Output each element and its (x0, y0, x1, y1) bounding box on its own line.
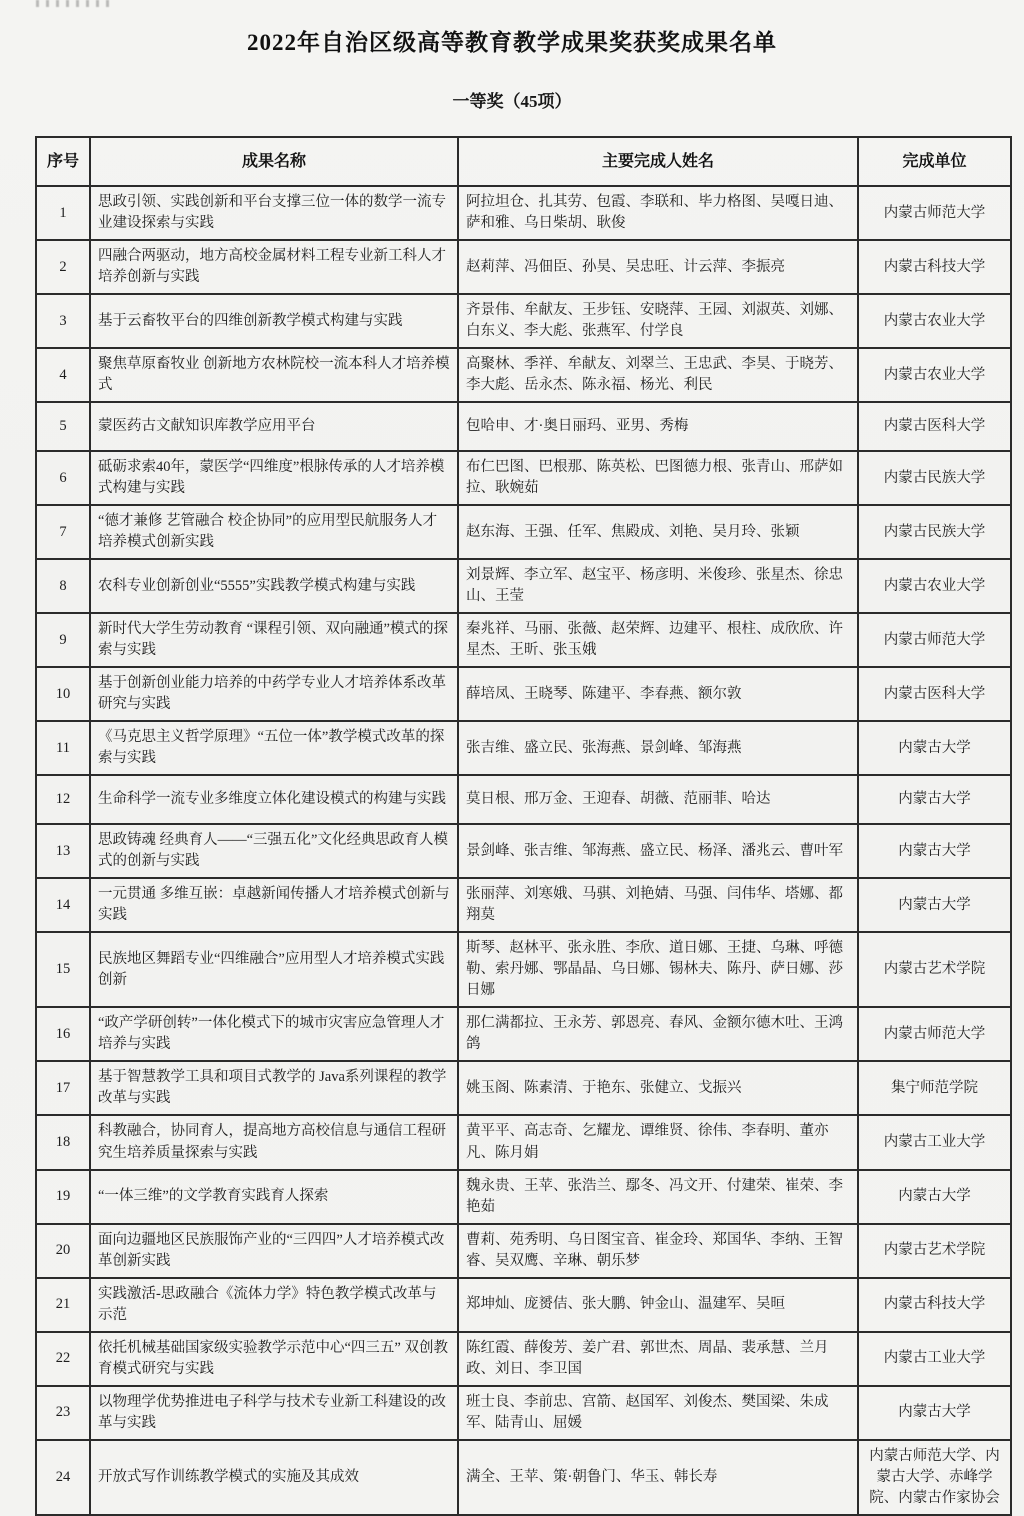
cell-completing-institution: 内蒙古农业大学 (858, 348, 1011, 402)
cell-achievement-name: 思政引领、实践创新和平台支撑三位一体的数学一流专业建设探索与实践 (90, 186, 458, 240)
cell-serial-number: 15 (36, 932, 90, 1007)
cell-achievement-name: 科教融合，协同育人，提高地方高校信息与通信工程研究生培养质量探索与实践 (90, 1115, 458, 1169)
cell-serial-number: 14 (36, 878, 90, 932)
cell-completing-institution: 内蒙古艺术学院 (858, 1224, 1011, 1278)
table-row (36, 932, 1011, 1007)
cell-completing-institution: 集宁师范学院 (858, 1061, 1011, 1115)
cell-main-contributors: 张丽萍、刘寒娥、马骐、刘艳婧、马强、闫伟华、塔娜、都翔莫 (458, 878, 858, 932)
cell-serial-number: 19 (36, 1170, 90, 1224)
cell-achievement-name: 民族地区舞蹈专业“四维融合”应用型人才培养模式实践创新 (90, 932, 458, 1007)
table-row (36, 1115, 1011, 1169)
cell-serial-number: 12 (36, 775, 90, 824)
table-row (36, 1332, 1011, 1386)
cell-achievement-name: 一元贯通 多维互嵌：卓越新闻传播人才培养模式创新与实践 (90, 878, 458, 932)
cell-achievement-name: 聚焦草原畜牧业 创新地方农林院校一流本科人才培养模式 (90, 348, 458, 402)
cell-achievement-name: 《马克思主义哲学原理》“五位一体”教学模式改革的探索与实践 (90, 721, 458, 775)
cell-serial-number: 22 (36, 1332, 90, 1386)
cell-achievement-name: 以物理学优势推进电子科学与技术专业新工科建设的改革与实践 (90, 1386, 458, 1440)
cell-serial-number: 9 (36, 613, 90, 667)
table-row (36, 559, 1011, 613)
cell-serial-number: 23 (36, 1386, 90, 1440)
cell-serial-number: 2 (36, 240, 90, 294)
cell-serial-number: 1 (36, 186, 90, 240)
scan-corner-artifact (36, 0, 116, 7)
header-completing-institution: 完成单位 (858, 137, 1011, 186)
cell-serial-number: 6 (36, 451, 90, 505)
prize-level-subtitle: 一等奖（45项） (452, 92, 572, 111)
cell-achievement-name: 思政铸魂 经典育人——“三强五化”文化经典思政育人模式的创新与实践 (90, 824, 458, 878)
cell-achievement-name: 面向边疆地区民族服饰产业的“三四四”人才培养模式改革创新实践 (90, 1224, 458, 1278)
cell-completing-institution: 内蒙古工业大学 (858, 1332, 1011, 1386)
cell-completing-institution: 内蒙古大学 (858, 775, 1011, 824)
cell-completing-institution: 内蒙古大学 (858, 824, 1011, 878)
cell-completing-institution: 内蒙古民族大学 (858, 451, 1011, 505)
table-row (36, 1061, 1011, 1115)
table-row (36, 613, 1011, 667)
cell-serial-number: 3 (36, 294, 90, 348)
cell-achievement-name: 实践激活-思政融合《流体力学》特色教学模式改革与示范 (90, 1278, 458, 1332)
cell-main-contributors: 包哈申、才·奥日丽玛、亚男、秀梅 (458, 402, 858, 451)
header-row (36, 137, 1011, 186)
cell-achievement-name: 蒙医药古文献知识库教学应用平台 (90, 402, 458, 451)
cell-completing-institution: 内蒙古大学 (858, 878, 1011, 932)
cell-completing-institution: 内蒙古医科大学 (858, 402, 1011, 451)
cell-serial-number: 11 (36, 721, 90, 775)
cell-completing-institution: 内蒙古科技大学 (858, 240, 1011, 294)
cell-serial-number: 20 (36, 1224, 90, 1278)
table-row (36, 1170, 1011, 1224)
cell-main-contributors: 赵莉萍、冯佃臣、孙昊、吴忠旺、计云萍、李振亮 (458, 240, 858, 294)
page-title: 2022年自治区级高等教育教学成果奖获奖成果名单 (247, 30, 777, 55)
cell-achievement-name: “政产学研创转”一体化模式下的城市灾害应急管理人才培养与实践 (90, 1007, 458, 1061)
cell-main-contributors: 秦兆祥、马丽、张薇、赵荣辉、边建平、根柱、成欣欣、许星杰、王昕、张玉娥 (458, 613, 858, 667)
cell-main-contributors: 那仁满都拉、王永芳、郭恩亮、春风、金额尔德木吐、王鸿鸽 (458, 1007, 858, 1061)
cell-completing-institution: 内蒙古艺术学院 (858, 932, 1011, 1007)
header-main-contributors: 主要完成人姓名 (458, 137, 858, 186)
cell-main-contributors: 郑坤灿、庞赟佶、张大鹏、钟金山、温建军、吴晅 (458, 1278, 858, 1332)
cell-serial-number: 18 (36, 1115, 90, 1169)
cell-achievement-name: 开放式写作训练教学模式的实施及其成效 (90, 1440, 458, 1515)
cell-main-contributors: 斯琴、赵林平、张永胜、李欣、道日娜、王捷、乌琳、呼德勒、索丹娜、鄂晶晶、乌日娜、锡林夫、陈丹、萨日娜、莎日娜 (458, 932, 858, 1007)
cell-serial-number: 13 (36, 824, 90, 878)
table-row (36, 186, 1011, 240)
cell-completing-institution: 内蒙古师范大学 (858, 1007, 1011, 1061)
cell-main-contributors: 姚玉阁、陈素清、于艳东、张健立、戈振兴 (458, 1061, 858, 1115)
cell-completing-institution: 内蒙古大学 (858, 1386, 1011, 1440)
cell-completing-institution: 内蒙古科技大学 (858, 1278, 1011, 1332)
table-row (36, 1007, 1011, 1061)
cell-achievement-name: 砥砺求索40年，蒙医学“四维度”根脉传承的人才培养模式构建与实践 (90, 451, 458, 505)
cell-completing-institution: 内蒙古医科大学 (858, 667, 1011, 721)
table-row (36, 824, 1011, 878)
table-row (36, 1440, 1011, 1515)
cell-main-contributors: 魏永贵、王苹、张浩兰、鄢冬、冯文开、付建荣、崔荣、李艳茹 (458, 1170, 858, 1224)
cell-achievement-name: 基于智慧教学工具和项目式教学的 Java系列课程的教学改革与实践 (90, 1061, 458, 1115)
awards-table-body (36, 186, 1011, 1515)
cell-completing-institution: 内蒙古师范大学 (858, 186, 1011, 240)
header-serial-number: 序号 (36, 137, 90, 186)
cell-completing-institution: 内蒙古民族大学 (858, 505, 1011, 559)
cell-main-contributors: 曹莉、苑秀明、乌日图宝音、崔金玲、郑国华、李纳、王智睿、吴双鹰、辛琳、朝乐梦 (458, 1224, 858, 1278)
cell-main-contributors: 满全、王苹、策·朝鲁门、华玉、韩长寿 (458, 1440, 858, 1515)
cell-main-contributors: 莫日根、邢万金、王迎春、胡薇、范丽菲、哈达 (458, 775, 858, 824)
table-row (36, 505, 1011, 559)
cell-completing-institution: 内蒙古农业大学 (858, 559, 1011, 613)
awards-table (35, 136, 1012, 1516)
cell-main-contributors: 高聚林、季祥、牟献友、刘翠兰、王忠武、李昊、于晓芳、李大彪、岳永杰、陈永福、杨光、利民 (458, 348, 858, 402)
table-row (36, 775, 1011, 824)
cell-serial-number: 17 (36, 1061, 90, 1115)
table-row (36, 402, 1011, 451)
table-row (36, 451, 1011, 505)
table-row (36, 878, 1011, 932)
cell-achievement-name: 基于云畜牧平台的四维创新教学模式构建与实践 (90, 294, 458, 348)
cell-main-contributors: 布仁巴图、巴根那、陈英松、巴图德力根、张青山、邢萨如拉、耿婉茹 (458, 451, 858, 505)
cell-achievement-name: 依托机械基础国家级实验教学示范中心“四三五” 双创教育模式研究与实践 (90, 1332, 458, 1386)
cell-main-contributors: 黄平平、高志奇、乞耀龙、谭维贤、徐伟、李春明、董亦凡、陈月娟 (458, 1115, 858, 1169)
cell-achievement-name: 新时代大学生劳动教育 “课程引领、双向融通”模式的探索与实践 (90, 613, 458, 667)
cell-serial-number: 4 (36, 348, 90, 402)
table-row (36, 1278, 1011, 1332)
cell-main-contributors: 赵东海、王强、任军、焦殿成、刘艳、吴月玲、张颖 (458, 505, 858, 559)
cell-main-contributors: 齐景伟、牟献友、王步钰、安晓萍、王园、刘淑英、刘娜、白东义、李大彪、张燕军、付学良 (458, 294, 858, 348)
cell-completing-institution: 内蒙古师范大学、内蒙古大学、赤峰学院、内蒙古作家协会 (858, 1440, 1011, 1515)
cell-main-contributors: 班士良、李前忠、宫箭、赵国军、刘俊杰、樊国梁、朱成军、陆青山、屈媛 (458, 1386, 858, 1440)
cell-serial-number: 16 (36, 1007, 90, 1061)
cell-completing-institution: 内蒙古大学 (858, 1170, 1011, 1224)
cell-completing-institution: 内蒙古工业大学 (858, 1115, 1011, 1169)
cell-serial-number: 7 (36, 505, 90, 559)
cell-serial-number: 21 (36, 1278, 90, 1332)
cell-achievement-name: 基于创新创业能力培养的中药学专业人才培养体系改革研究与实践 (90, 667, 458, 721)
table-row (36, 1386, 1011, 1440)
cell-serial-number: 10 (36, 667, 90, 721)
cell-achievement-name: 生命科学一流专业多维度立体化建设模式的构建与实践 (90, 775, 458, 824)
awards-table-header (36, 137, 1011, 186)
cell-achievement-name: 四融合两驱动，地方高校金属材料工程专业新工科人才培养创新与实践 (90, 240, 458, 294)
cell-achievement-name: 农科专业创新创业“5555”实践教学模式构建与实践 (90, 559, 458, 613)
cell-main-contributors: 刘景辉、李立军、赵宝平、杨彦明、米俊珍、张星杰、徐忠山、王莹 (458, 559, 858, 613)
header-achievement-name: 成果名称 (90, 137, 458, 186)
cell-completing-institution: 内蒙古大学 (858, 721, 1011, 775)
cell-main-contributors: 景剑峰、张吉维、邹海燕、盛立民、杨泽、潘兆云、曹叶军 (458, 824, 858, 878)
table-row (36, 721, 1011, 775)
table-row (36, 348, 1011, 402)
cell-main-contributors: 陈红霞、薛俊芳、姜广君、郭世杰、周晶、裴承慧、兰月政、刘日、李卫国 (458, 1332, 858, 1386)
table-row (36, 1224, 1011, 1278)
cell-serial-number: 8 (36, 559, 90, 613)
cell-completing-institution: 内蒙古农业大学 (858, 294, 1011, 348)
table-row (36, 294, 1011, 348)
cell-main-contributors: 薛培凤、王晓琴、陈建平、李春燕、额尔敦 (458, 667, 858, 721)
cell-achievement-name: “德才兼修 艺管融合 校企协同”的应用型民航服务人才培养模式创新实践 (90, 505, 458, 559)
table-row (36, 667, 1011, 721)
cell-main-contributors: 阿拉坦仓、扎其劳、包霞、李联和、毕力格图、吴嘎日迪、萨和雅、乌日柴胡、耿俊 (458, 186, 858, 240)
cell-serial-number: 5 (36, 402, 90, 451)
cell-completing-institution: 内蒙古师范大学 (858, 613, 1011, 667)
cell-achievement-name: “一体三维”的文学教育实践育人探索 (90, 1170, 458, 1224)
table-row (36, 240, 1011, 294)
cell-serial-number: 24 (36, 1440, 90, 1515)
cell-main-contributors: 张吉维、盛立民、张海燕、景剑峰、邹海燕 (458, 721, 858, 775)
